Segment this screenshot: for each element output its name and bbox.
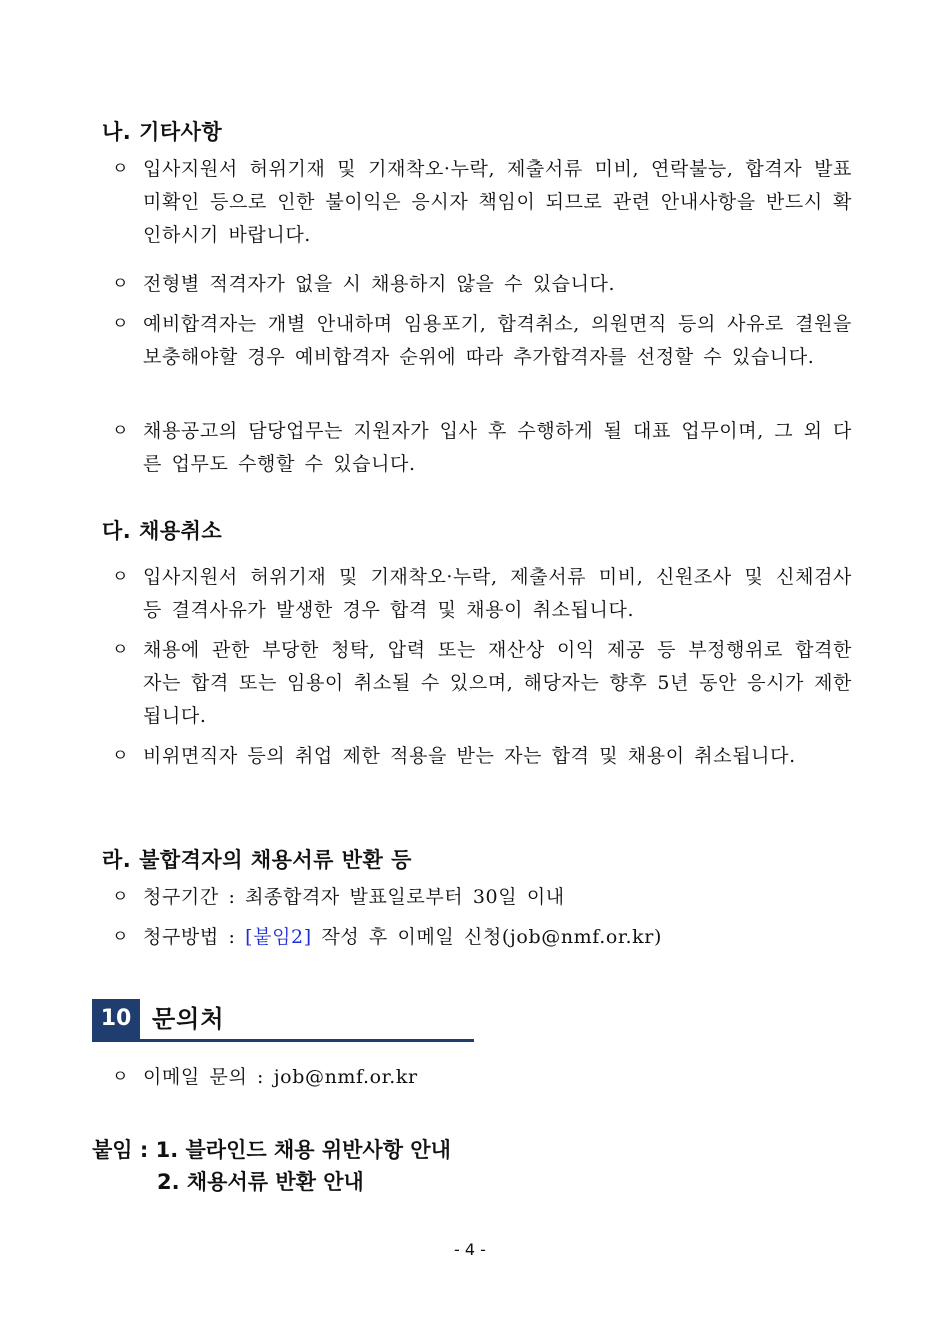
- section-heading-ra: 라. 불합격자의 채용서류 반환 등: [102, 848, 412, 872]
- list-item-text: 청구기간 : 최종합격자 발표일로부터 30일 이내: [143, 886, 565, 908]
- bullet-icon: ㅇ: [112, 927, 129, 947]
- bullet-icon: ㅇ: [112, 746, 129, 766]
- list-item-text: 입사지원서 허위기재 및 기재착오·누락, 제출서류 미비, 연락불능, 합격자 발표 미확인 등으로 인한 불이익은 응시자 책임이 되므로 관련 안내사항을 반드시 확인하시기 바랍니다.: [143, 158, 852, 246]
- section-heading-da: 다. 채용취소: [102, 519, 223, 543]
- bullet-icon: ㅇ: [112, 887, 129, 907]
- list-item-text: 입사지원서 허위기재 및 기재착오·누락, 제출서류 미비, 신원조사 및 신체검사 등 결격사유가 발생한 경우 합격 및 채용이 취소됩니다.: [143, 566, 852, 621]
- list-item: [112, 561, 852, 627]
- list-item-text: 비위면직자 등의 취업 제한 적용을 받는 자는 합격 및 채용이 취소됩니다.: [143, 745, 796, 767]
- bullet-icon: ㅇ: [112, 314, 129, 334]
- section-number-badge: 10: [92, 999, 140, 1039]
- bullet-icon: ㅇ: [112, 274, 129, 294]
- list-item-text: [143, 921, 852, 954]
- list-item-text: 채용에 관한 부당한 청탁, 압력 또는 재산상 이익 제공 등 부정행위로 합격한 자는 합격 또는 임용이 취소될 수 있으며, 해당자는 향후 5년 동안 응시가 제한됩니다.: [143, 639, 852, 727]
- section-header-10: [92, 999, 474, 1042]
- bullet-icon: ㅇ: [112, 640, 129, 660]
- section-heading-na: 나. 기타사항: [102, 120, 223, 144]
- attachment-reference: [붙임2]: [245, 926, 312, 948]
- request-method-label: 청구방법 :: [143, 926, 246, 948]
- list-item: [112, 1061, 852, 1094]
- list-item-text: 전형별 적격자가 없을 시 채용하지 않을 수 있습니다.: [143, 273, 616, 295]
- page-number: - 4 -: [454, 1240, 486, 1259]
- bullet-icon: ㅇ: [112, 1067, 129, 1087]
- section-underline: [92, 1039, 474, 1042]
- list-item: [112, 740, 852, 773]
- list-item: [112, 308, 852, 374]
- list-item: [112, 634, 852, 733]
- list-item: [112, 881, 852, 914]
- contact-email-text: 이메일 문의 : job@nmf.or.kr: [143, 1066, 418, 1088]
- list-item-text: 예비합격자는 개별 안내하며 임용포기, 합격취소, 의원면직 등의 사유로 결원을 보충해야할 경우 예비합격자 순위에 따라 추가합격자를 선정할 수 있습니다.: [143, 313, 852, 368]
- attachment-line-1: 붙임 : 1. 블라인드 채용 위반사항 안내: [92, 1138, 451, 1162]
- list-item: [112, 153, 852, 252]
- list-item: [112, 268, 852, 301]
- bullet-icon: ㅇ: [112, 159, 129, 179]
- bullet-icon: ㅇ: [112, 421, 129, 441]
- list-item-text: 채용공고의 담당업무는 지원자가 입사 후 수행하게 될 대표 업무이며, 그 외 다른 업무도 수행할 수 있습니다.: [143, 420, 852, 475]
- list-item: [112, 921, 852, 954]
- list-item: [112, 415, 852, 481]
- bullet-icon: ㅇ: [112, 567, 129, 587]
- request-method-detail: 작성 후 이메일 신청(job@nmf.or.kr): [311, 926, 662, 948]
- section-title: 문의처: [152, 1005, 225, 1033]
- attachment-line-2: 2. 채용서류 반환 안내: [157, 1170, 364, 1194]
